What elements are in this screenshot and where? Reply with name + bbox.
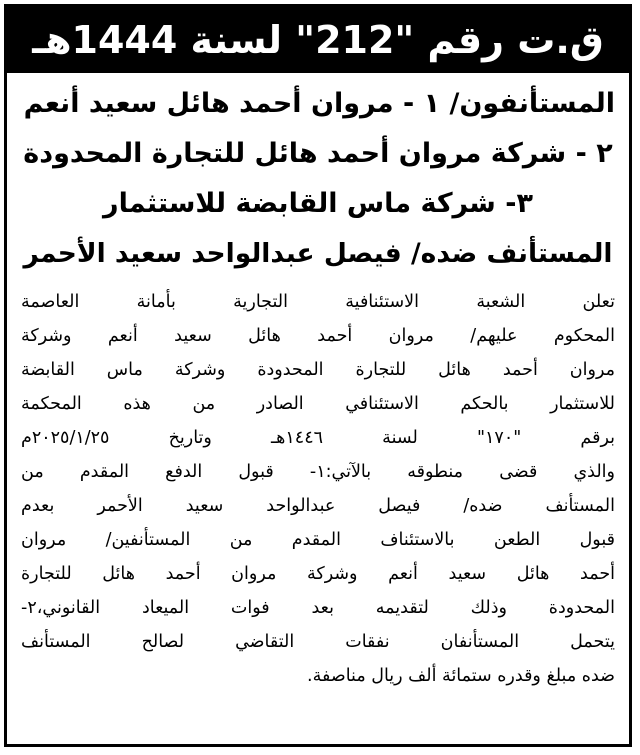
appellants-line: المستأنفون/ ١ - مروان أحمد هائل سعيد أنعم: [23, 88, 615, 119]
body-line: برقم "١٧٠" لسنة ١٤٤٦هـ وتاريخ ٢٠٢٥/١/٢٥م: [21, 428, 615, 448]
body-line: المحدودة وذلك لتقديمه بعد فوات الميعاد القانوني،٢-: [21, 598, 615, 618]
body-line: مروان أحمد هائل للتجارة المحدودة وشركة ماس القابضة: [21, 360, 615, 380]
body-line: المستأنف ضده/ فيصل عبدالواحد سعيد الأحمر بعدم: [21, 496, 615, 516]
notice-title-bar: [7, 7, 629, 73]
notice-title: ق.ت رقم "212" لسنة 1444هـ: [32, 18, 604, 62]
body-line-final: ضده مبلغ وقدره ستمائة ألف ريال مناصفة.: [307, 666, 615, 686]
appellant-holding-line: ٣- شركة ماس القابضة للاستثمار: [103, 188, 533, 219]
body-line: يتحمل المستأنفان نفقات التقاضي لصالح المستأنف: [21, 632, 615, 652]
court-notice: [4, 4, 632, 747]
appellant-company-line: ٢ - شركة مروان أحمد هائل للتجارة المحدودة: [23, 138, 613, 169]
body-line: للاستثمار بالحكم الاستئنافي الصادر من هذه المحكمة: [21, 394, 615, 414]
respondent-line: المستأنف ضده/ فيصل عبدالواحد سعيد الأحمر: [23, 238, 613, 269]
parties-section: [7, 73, 629, 279]
body-line: أحمد هائل سعيد أنعم وشركة مروان أحمد هائل للتجارة: [21, 564, 615, 584]
body-line: المحكوم عليهم/ مروان أحمد هائل سعيد أنعم وشركة: [21, 326, 615, 346]
body-line: تعلن الشعبة الاستئنافية التجارية بأمانة العاصمة: [21, 292, 615, 312]
body-line: والذي قضى منطوقه بالآتي:١- قبول الدفع المقدم من: [21, 462, 615, 482]
body-line: قبول الطعن بالاستئناف المقدم من المستأنفين/ مروان: [21, 530, 615, 550]
notice-body: [7, 285, 629, 693]
